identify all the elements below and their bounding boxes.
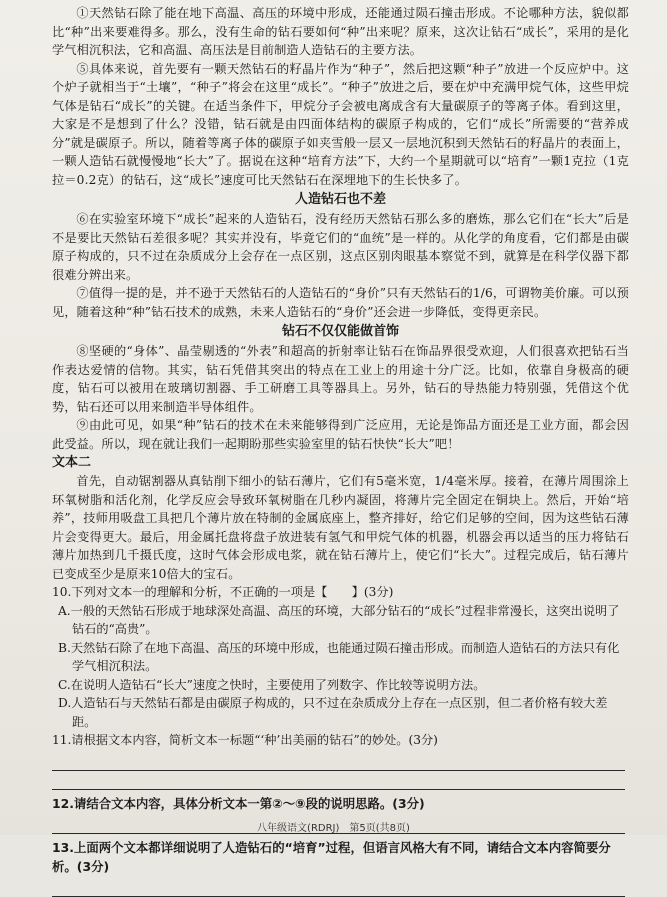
text1-part2 (52, 210, 629, 321)
section-heading-artificial-diamond: 人造钻石也不差 (294, 192, 386, 207)
paragraph-1: ①天然钻石除了能在地下高温、高压的环境中形成，还能通过陨石撞击形成。不论哪种方法，貌似都比“种”出来要难得多。那么，没有生命的钻石要如何“种”出来呢？原来，这次让钻石“成长”，采用的是化学气相沉积法，它和高温、高压法是目前制造人造钻石的主要方法。 (52, 6, 629, 57)
text2-paragraph: 首先，自动锯割器从真钻削下细小的钻石薄片，它们有5毫米宽，1/4毫米厚。接着，在薄片周围涂上环氧树脂和活化剂，化学反应会导致环氧树脂在几秒内凝固，将薄片完全固定在铜块上。然后，开始“培养”，技师用吸盘工具把几个薄片放在特制的金属底座上，整齐排好，给它们足够的空间，因为这些钻石薄片会变得更大。最后，用金属托盘将盘子放进装有氢气和甲烷气体的机器，机器会再以适当的压力将钻石薄片加热到几千摄氏度，这时气体会形成电浆，就在钻石薄片上，使它们“长大”。过程完成后，钻石薄片已变成至少是原来10倍大的宝石。 (52, 474, 629, 581)
option-a[interactable]: A.一般的天然钻石形成于地球深处高温、高压的环境，大部分钻石的“成长”过程非常漫长，这突出说明了钻石的“高贵”。 (58, 603, 620, 636)
text1-part3 (52, 342, 629, 453)
answer-line[interactable] (52, 771, 625, 790)
question-10-stem: 10.下列对文本一的理解和分析，不正确的一项是【 】(3分) (52, 585, 394, 599)
question-11-stem: 11.请根据文本内容，简析文本一标题“‘种’出美丽的钻石”的妙处。(3分) (52, 733, 438, 747)
paragraph-6: ⑥在实验室环境下“成长”起来的人造钻石，没有经历天然钻石那么多的磨炼，那么它们在“长大”后是不是要比天然钻石差很多呢？其实并没有，毕竟它们的“血统”是一样的。从化学的角度看，它们都是由碳原子构成的，只不过在杂质成分上会存在一点区别，这点区别肉眼基本察觉不到，就算是在科学仪器下都很难分辨出来。 (52, 212, 629, 282)
paragraph-7: ⑦值得一提的是，并不逊于天然钻石的人造钻石的“身价”只有天然钻石的1/6，可谓物美价廉。可以预见，随着这种“种”钻石技术的成熟，未来人造钻石的“身价”还会进一步降低，变得更亲民。 (52, 286, 629, 319)
paragraph-5: ⑤具体来说，首先要有一颗天然钻石的籽晶片作为“种子”，然后把这颗“种子”放进一个反应炉中。这个炉子就相当于“土壤”，“种子”将会在这里“成长”。“种子”放进之后，要在炉中充满甲烷气体，这些甲烷气体是钻石“成长”的关键。在适当条件下，甲烷分子会被电离成含有大量碳原子的等离子体。看到这里，大家是不是想到了什么？没错，钻石就是由四面体结构的碳原子构成的，它们“成长”所需要的“营养成分”就是碳原子。所以，随着等离子体的碳原子如夹雪般一层又一层地沉积到天然钻石的籽晶片的表面上，一颗人造钻石就慢慢地“长大”了。据说在这种“培育方法”下，大约一个星期就可以“培育”一颗1克拉（1克拉＝0.2克）的钻石，这“成长”速度可比天然钻石在深埋地下的生长快多了。 (52, 61, 629, 187)
question-12-stem: 12.请结合文本内容，具体分析文本一第②～⑨段的说明思路。(3分) (52, 795, 425, 811)
question-10 (52, 583, 629, 731)
option-d[interactable]: D.人造钻石与天然钻石都是由碳原子构成的，只不过在杂质成分上存在一点区别，但二者价格有较大差距。 (58, 696, 608, 729)
page-footer: 八年级语文(RDRJ) 第5页(共8页) (257, 823, 410, 834)
question-13 (52, 838, 629, 897)
section-heading-jewelry: 钻石不仅仅能做首饰 (281, 324, 399, 339)
paragraph-8: ⑧坚硬的“身体”、晶莹剔透的“外表”和超高的折射率让钻石在饰品界很受欢迎，人们很喜欢把钻石当作表达爱情的信物。其实，钻石凭借其突出的特点在工业上的用途十分广泛。比如，依靠自身极高的硬度，钻石可以被用在玻璃切割器、手工研磨工具等器具上。另外，钻石的导热能力特别强，凭借这个优势，钻石还可以用来制造半导体组件。 (52, 344, 629, 414)
question-13-stem: 13.上面两个文本都详细说明了人造钻石的“培育”过程，但语言风格大有不同，请结合文本内容简要分析。(3分) (52, 839, 611, 874)
question-11 (52, 731, 629, 790)
option-c[interactable]: C.在说明人造钻石“长大”速度之快时，主要使用了列数字、作比较等说明方法。 (58, 677, 486, 692)
text2-label: 文本二 (52, 455, 92, 470)
answer-line[interactable] (52, 750, 625, 771)
option-b[interactable]: B.天然钻石除了在地下高温、高压的环境中形成，也能通过陨石撞击形成。而制造人造钻石的方法只有化学气相沉积法。 (58, 640, 620, 673)
paragraph-9: ⑨由此可见，如果“种”钻石的技术在未来能够得到广泛应用，无论是饰品方面还是工业方面，都会因此受益。所以，现在就让我们一起期盼那些实验室里的钻石快快“长大”吧！ (52, 418, 629, 451)
text1-part1 (52, 4, 629, 189)
answer-line[interactable] (52, 876, 625, 897)
